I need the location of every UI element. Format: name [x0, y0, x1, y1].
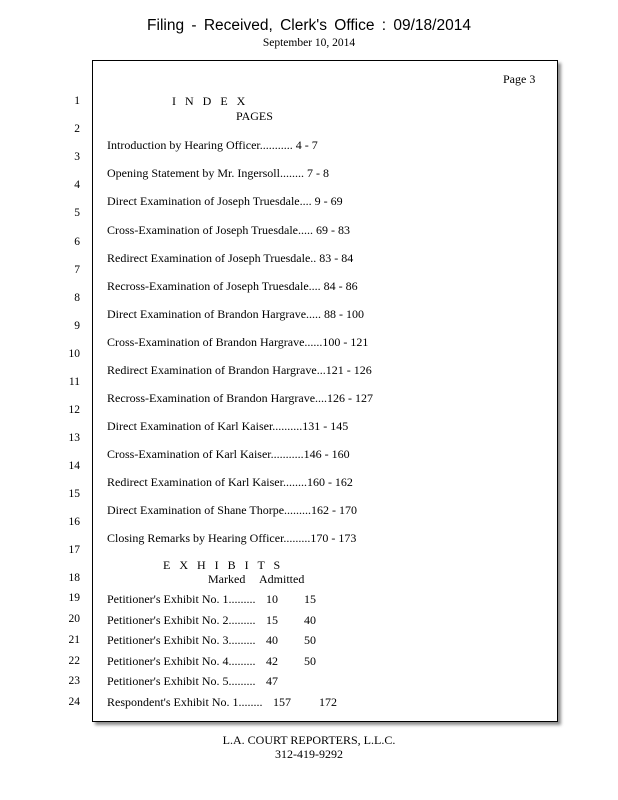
- line-number: 24: [68, 696, 80, 708]
- index-entry: Redirect Examination of Joseph Truesdale.. 83 - 84: [107, 251, 354, 265]
- exhibit-admitted: 50: [304, 633, 316, 647]
- line-number: 8: [74, 292, 80, 304]
- index-entry: Closing Remarks by Hearing Officer.........170 - 173: [107, 531, 357, 545]
- line-number: 5: [74, 207, 80, 219]
- marked-column-header: Marked: [208, 572, 246, 586]
- line-number: 4: [74, 179, 80, 191]
- index-entry: Redirect Examination of Karl Kaiser........160 - 162: [107, 475, 353, 489]
- line-number: 10: [68, 348, 80, 360]
- line-number: 7: [74, 264, 80, 276]
- exhibit-marked: 10: [266, 592, 278, 606]
- line-number: 12: [68, 404, 80, 416]
- line-number: 20: [68, 613, 80, 625]
- index-entry: Direct Examination of Joseph Truesdale.... 9 - 69: [107, 194, 343, 208]
- exhibit-marked: 47: [266, 674, 278, 688]
- line-number: 19: [68, 592, 80, 604]
- index-entry: Direct Examination of Shane Thorpe.........162 - 170: [107, 503, 358, 517]
- exhibit-admitted: 172: [319, 695, 337, 709]
- index-entry: Direct Examination of Karl Kaiser..........131 - 145: [107, 419, 349, 433]
- court-reporter-name: L.A. COURT REPORTERS, L.L.C.: [222, 733, 396, 747]
- exhibit-label: Petitioner's Exhibit No. 4.........: [107, 654, 256, 668]
- line-number: 9: [74, 320, 80, 332]
- line-number: 11: [68, 376, 80, 388]
- exhibit-admitted: 15: [304, 592, 316, 606]
- court-reporter-phone: 312-419-9292: [275, 747, 343, 761]
- line-number: 1: [74, 95, 80, 107]
- exhibit-label: Petitioner's Exhibit No. 3.........: [107, 633, 256, 647]
- exhibit-marked: 157: [273, 695, 291, 709]
- exhibit-admitted: 40: [304, 613, 316, 627]
- line-number: 2: [74, 123, 80, 135]
- exhibit-label: Petitioner's Exhibit No. 1.........: [107, 592, 256, 606]
- exhibit-marked: 15: [266, 613, 278, 627]
- page-number: Page 3: [503, 72, 536, 86]
- line-number: 3: [74, 151, 80, 163]
- exhibit-marked: 40: [266, 633, 278, 647]
- line-number: 18: [68, 572, 80, 584]
- line-number: 15: [68, 488, 80, 500]
- admitted-column-header: Admitted: [259, 572, 305, 586]
- line-number: 23: [68, 675, 80, 687]
- line-number: 16: [68, 516, 80, 528]
- exhibit-label: Respondent's Exhibit No. 1........: [107, 695, 263, 709]
- line-number: 6: [74, 236, 80, 248]
- index-entry: Cross-Examination of Karl Kaiser...........146 - 160: [107, 447, 350, 461]
- filing-stamp: Filing - Received, Clerk's Office : 09/18/2014: [147, 17, 471, 34]
- line-number: 22: [68, 655, 80, 667]
- index-entry: Cross-Examination of Brandon Hargrave......100 - 121: [107, 335, 369, 349]
- index-entry: Recross-Examination of Brandon Hargrave....126 - 127: [107, 391, 374, 405]
- line-number: 21: [68, 634, 80, 646]
- index-entry: Opening Statement by Mr. Ingersoll........ 7 - 8: [107, 166, 329, 180]
- index-entry: Direct Examination of Brandon Hargrave..... 88 - 100: [107, 307, 365, 321]
- index-title: I N D E X: [172, 94, 249, 108]
- index-entry: Recross-Examination of Joseph Truesdale.... 84 - 86: [107, 279, 358, 293]
- header-date: September 10, 2014: [262, 37, 356, 49]
- line-number: 17: [68, 544, 80, 556]
- index-entry: Redirect Examination of Brandon Hargrave...121 - 126: [107, 363, 372, 377]
- line-number: 14: [68, 460, 80, 472]
- exhibit-marked: 42: [266, 654, 278, 668]
- index-entry: Cross-Examination of Joseph Truesdale..... 69 - 83: [107, 223, 350, 237]
- pages-label: PAGES: [236, 109, 273, 123]
- exhibit-admitted: 50: [304, 654, 316, 668]
- index-entry: Introduction by Hearing Officer........... 4 - 7: [107, 138, 318, 152]
- line-number: 13: [68, 432, 80, 444]
- exhibits-title: E X H I B I T S: [163, 558, 284, 572]
- exhibit-label: Petitioner's Exhibit No. 5.........: [107, 674, 256, 688]
- exhibit-label: Petitioner's Exhibit No. 2.........: [107, 613, 256, 627]
